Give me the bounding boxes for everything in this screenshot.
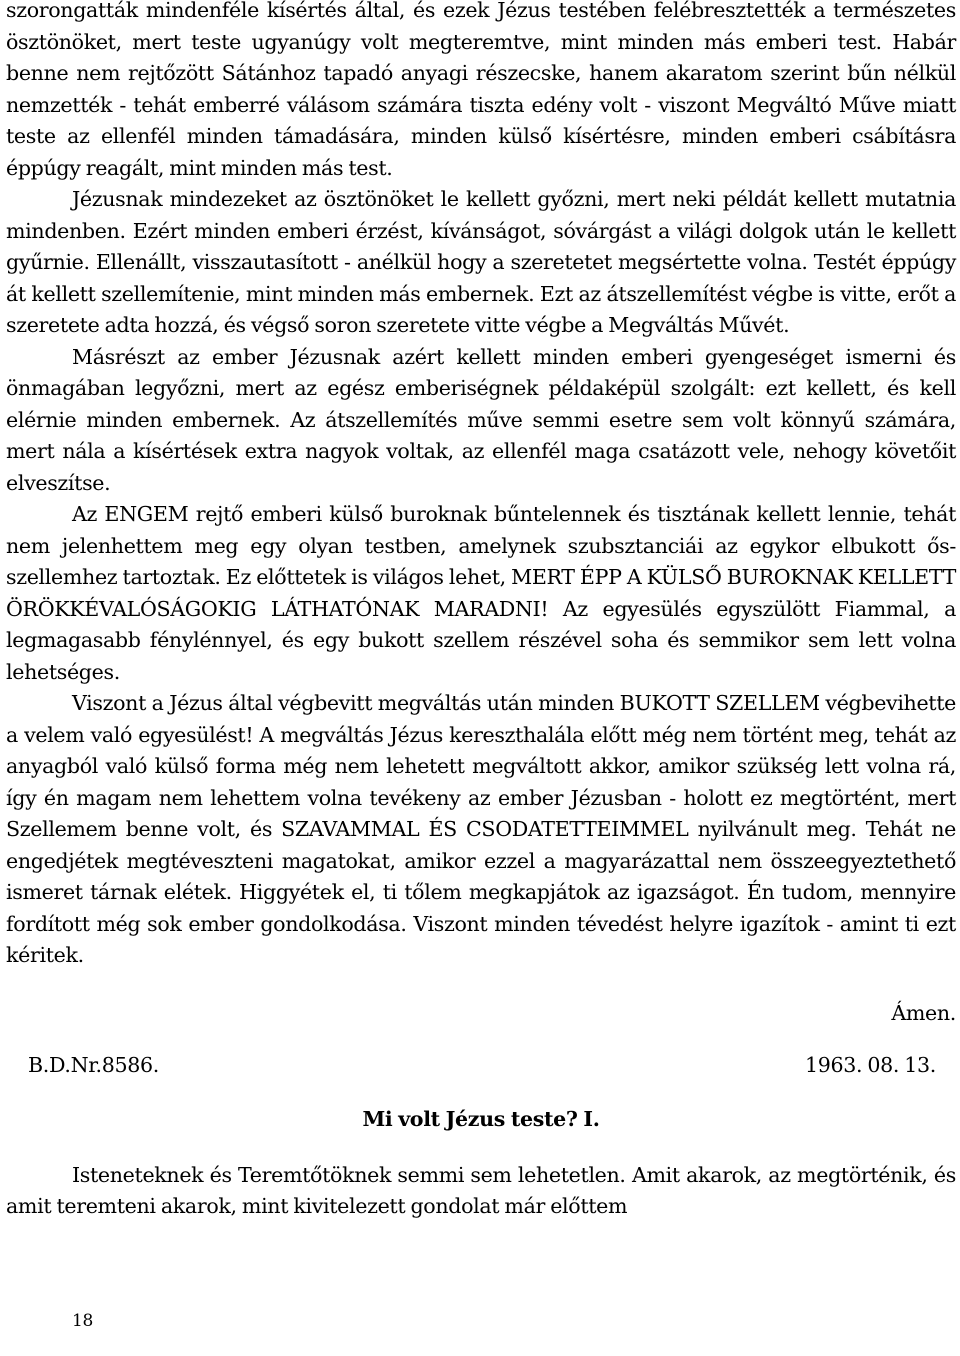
paragraph-4: Az ENGEM rejtő emberi külső buroknak bűntelennek és tisztának kellett lennie, tehát nem jelenhettem meg egy olyan testben, amelynek szubsztanciái az egykor elbukott ős-szellemhez tartoztak. Ez előttetek is világos lehet, MERT ÉPP A KÜLSŐ BUROKNAK KELLETT ÖRÖKKÉVALÓSÁGOKIG LÁTHATÓNAK MARADNI! Az egyesülés egyszülött Fiammal, a legmagasabb fénylénnyel, és egy bukott szellem részével soha és semmikor sem lett volna lehetséges. <box>6 502 956 684</box>
reference-line <box>6 1050 956 1082</box>
spacer <box>6 1136 956 1160</box>
document-page <box>6 0 956 1356</box>
message-date: 1963. 08. 13. <box>805 1053 936 1077</box>
paragraph-5: Viszont a Jézus által végbevitt megváltás után minden BUKOTT SZELLEM végbevihette a velem való egyesülést! A megváltás Jézus kereszthalála előtt még nem történt meg, tehát az anyagból való külső forma még nem lehetett megváltott akkor, amikor szükség lett volna rá, így én magam nem lehettem volna tevékeny az ember Jézusban - holott ez megtörtént, mert Szellemem benne volt, és SZAVAMMAL ÉS CSODATETTEIMMEL nyilvánult meg. Tehát ne engedjétek megtéveszteni magatokat, amikor ezzel a magyarázattal nem összeegyeztethető ismeret tárnak elétek. Higgyétek el, ti tőlem megkapjátok az igazságot. Én tudom, mennyire fordított még sok ember gondolkodása. Viszont minden tévedést helyre igazítok - amint ti ezt kéritek. <box>6 691 956 967</box>
section-title: Mi volt Jézus teste? I. <box>362 1107 600 1131</box>
paragraph-3: Másrészt az ember Jézusnak azért kellett minden emberi gyengeséget ismerni és önmagában legyőzni, mert az egész emberiségnek példaképül szolgált: ezt kellett, és kell elérnie minden embernek. Az átszellemítés műve semmi esetre sem volt könnyű számára, mert nála a kísértések extra nagyok voltak, az ellenfél maga csatázott vele, nehogy követőit elveszítse. <box>6 344 956 495</box>
reference-number: B.D.Nr.8586. <box>28 1053 159 1077</box>
closing-amen: Ámen. <box>891 1000 956 1025</box>
paragraph-2: Jézusnak mindezeket az ösztönöket le kellett győzni, mert neki példát kellett mutatnia mindenben. Ezért minden emberi érzést, kívánságot, sóvárgást a világi dolgok után le kellett gyűrnie. Ellenállt, visszautasított - anélkül hogy a szeretetet megsértette volna. Testét éppúgy át kellett szellemítenie, mint minden más embernek. Ezt az átszellemítést végbe is vitte, erőt a szeretete adta hozzá, és végső soron szeretete vitte végbe a Megváltás Művét. <box>6 187 956 337</box>
paragraph-1: szorongatták mindenféle kísértés által, és ezek Jézus testében felébresztették a természetes ösztönöket, mert teste ugyanúgy volt megteremtve, mint minden más emberi test. Habár benne nem rejtőzött Sátánhoz tapadó anyagi részecske, hanem akaratom szerint bűn nélkül nemzették - tehát emberré válásom számára tiszta edény volt - viszont Megváltó Műve miatt teste az ellenfél minden támadására, minden külső kísértésre, minden emberi csábításra éppúgy reagált, mint minden más test. <box>6 0 956 180</box>
page-number: 18 <box>72 1311 93 1331</box>
paragraph-next: Isteneteknek és Teremtőtöknek semmi sem lehetetlen. Amit akarok, az megtörténik, és amit teremteni akarok, mint kivitelezett gondolat már előttem <box>6 1162 956 1218</box>
